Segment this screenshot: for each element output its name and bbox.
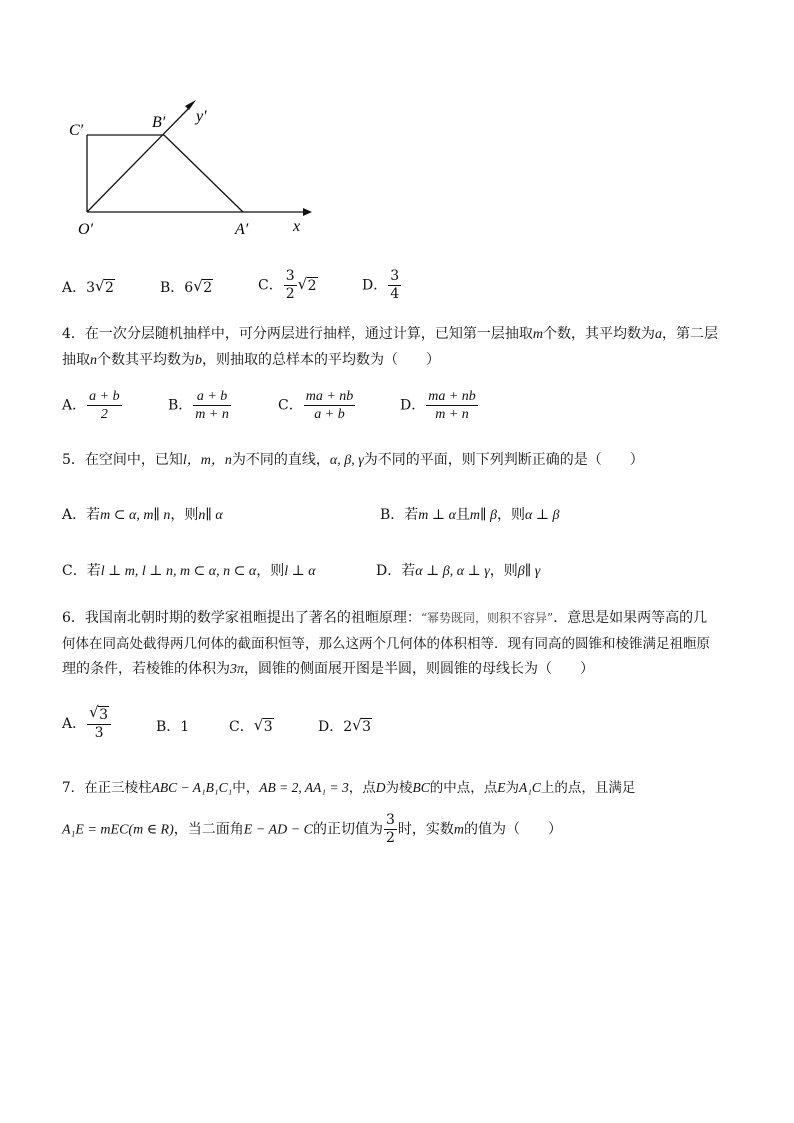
sqrt-symbol: √ 3 <box>352 718 372 735</box>
y-axis-arrow <box>185 100 196 110</box>
q4-option-a: A． $\frac{a + b}{2}$ <box>62 389 120 422</box>
q5-option-d: D．若α ⊥ β, α ⊥ γ，则β∥ γ <box>376 563 541 579</box>
fraction: $\frac{3}{2}$ <box>385 812 395 846</box>
fraction: √ $\frac{3}{3}$ <box>87 706 111 742</box>
sqrt-symbol: √ 3 <box>254 718 274 735</box>
q4-option-b: B． $\frac{a + b}{m + n}$ <box>168 389 229 422</box>
q6-option-d: D．2√ 3 <box>318 716 372 736</box>
q4-stem-line2: 抽取n个数其平均数为b，则抽取的总样本的平均数为（ ） <box>62 352 440 368</box>
q3-option-a: A．3√ 2 <box>62 277 115 297</box>
q6-option-a: A． √ $\frac{3}{3}$ <box>62 706 112 742</box>
sqrt-symbol: √ 3 <box>89 706 109 724</box>
fraction: $\frac{3}{4}$ <box>390 268 400 302</box>
oblique-diagram <box>60 95 320 245</box>
label-x: x <box>293 218 301 235</box>
label-y: y′ <box>196 108 207 125</box>
segment-b-a <box>164 135 243 212</box>
q5-stem: 5．在空间中，已知l，m，n为不同的直线，α, β, γ为不同的平面，则下列判断正确的是（ ） <box>62 452 644 468</box>
fraction: $\frac{ma + nb}{a + b}$ <box>305 389 354 422</box>
label-o: O′ <box>78 221 94 238</box>
q3-option-b: B．6√ 2 <box>160 277 213 297</box>
fraction: $\frac{a + b}{m + n}$ <box>195 389 229 422</box>
sqrt-symbol: √ 2 <box>298 277 318 294</box>
q5-option-b: B．若m ⊥ α且m∥ β，则α ⊥ β <box>380 507 560 523</box>
fraction: $\frac{a + b}{2}$ <box>89 389 120 422</box>
sqrt-symbol: √ 2 <box>95 279 115 296</box>
q4-stem-line1: 4．在一次分层随机抽样中，可分两层进行抽样，通过计算，已知第一层抽取m个数，其平均数为a，第二层 <box>62 326 719 342</box>
q6-stem-line1: 6．我国南北朝时期的数学家祖暅提出了著名的祖暅原理：“幂势既同，则积不容异”．意思是如果两等高的几 <box>62 610 708 626</box>
label-a: A′ <box>235 221 249 238</box>
fraction: $\frac{3}{2}$ <box>285 268 295 302</box>
x-axis-arrow <box>303 208 312 216</box>
sqrt-symbol: √ 2 <box>193 279 213 296</box>
q6-stem-line2: 何体在同高处截得两几何体的截面积恒等，那么这两个几何体的体积相等．现有同高的圆锥和棱锥满足祖暅原 <box>62 636 710 652</box>
q4-option-c: C． $\frac{ma + nb}{a + b}$ <box>278 389 354 422</box>
label-b: B′ <box>152 114 166 131</box>
fraction: $\frac{ma + nb}{m + n}$ <box>428 389 476 422</box>
q5-option-a: A．若m ⊂ α, m∥ n，则n∥ α <box>62 507 223 523</box>
q6-option-c: C．√ 3 <box>229 716 274 736</box>
q6-stem-line3: 理的条件，若棱锥的体积为3π，圆锥的侧面展开图是半圆，则圆锥的母线长为（ ） <box>62 661 595 677</box>
q7-stem-line1: 7．在正三棱柱ABC − A₁B₁C₁中，AB = 2, AA₁ = 3，点D为棱BC的中点，点E为A₁C上的点，且满足 <box>62 780 636 796</box>
q3-option-c: C． $\frac{3}{2}$ √ 2 <box>258 268 318 303</box>
q7-stem-line2: A₁E = mEC(m ∈ R)，当二面角E − AD − C的正切值为 $\frac{3}{2}$ 时，实数m的值为（ ） <box>62 812 563 846</box>
q6-option-b: B．1 <box>156 719 190 735</box>
q5-option-c: C．若l ⊥ m, l ⊥ n, m ⊂ α, n ⊂ α，则l ⊥ α <box>62 563 316 579</box>
y-axis <box>87 106 191 212</box>
q4-option-d: D． $\frac{ma + nb}{m + n}$ <box>400 389 476 422</box>
q3-option-d: D． $\frac{3}{4}$ <box>362 268 400 302</box>
label-c: C′ <box>69 122 84 139</box>
